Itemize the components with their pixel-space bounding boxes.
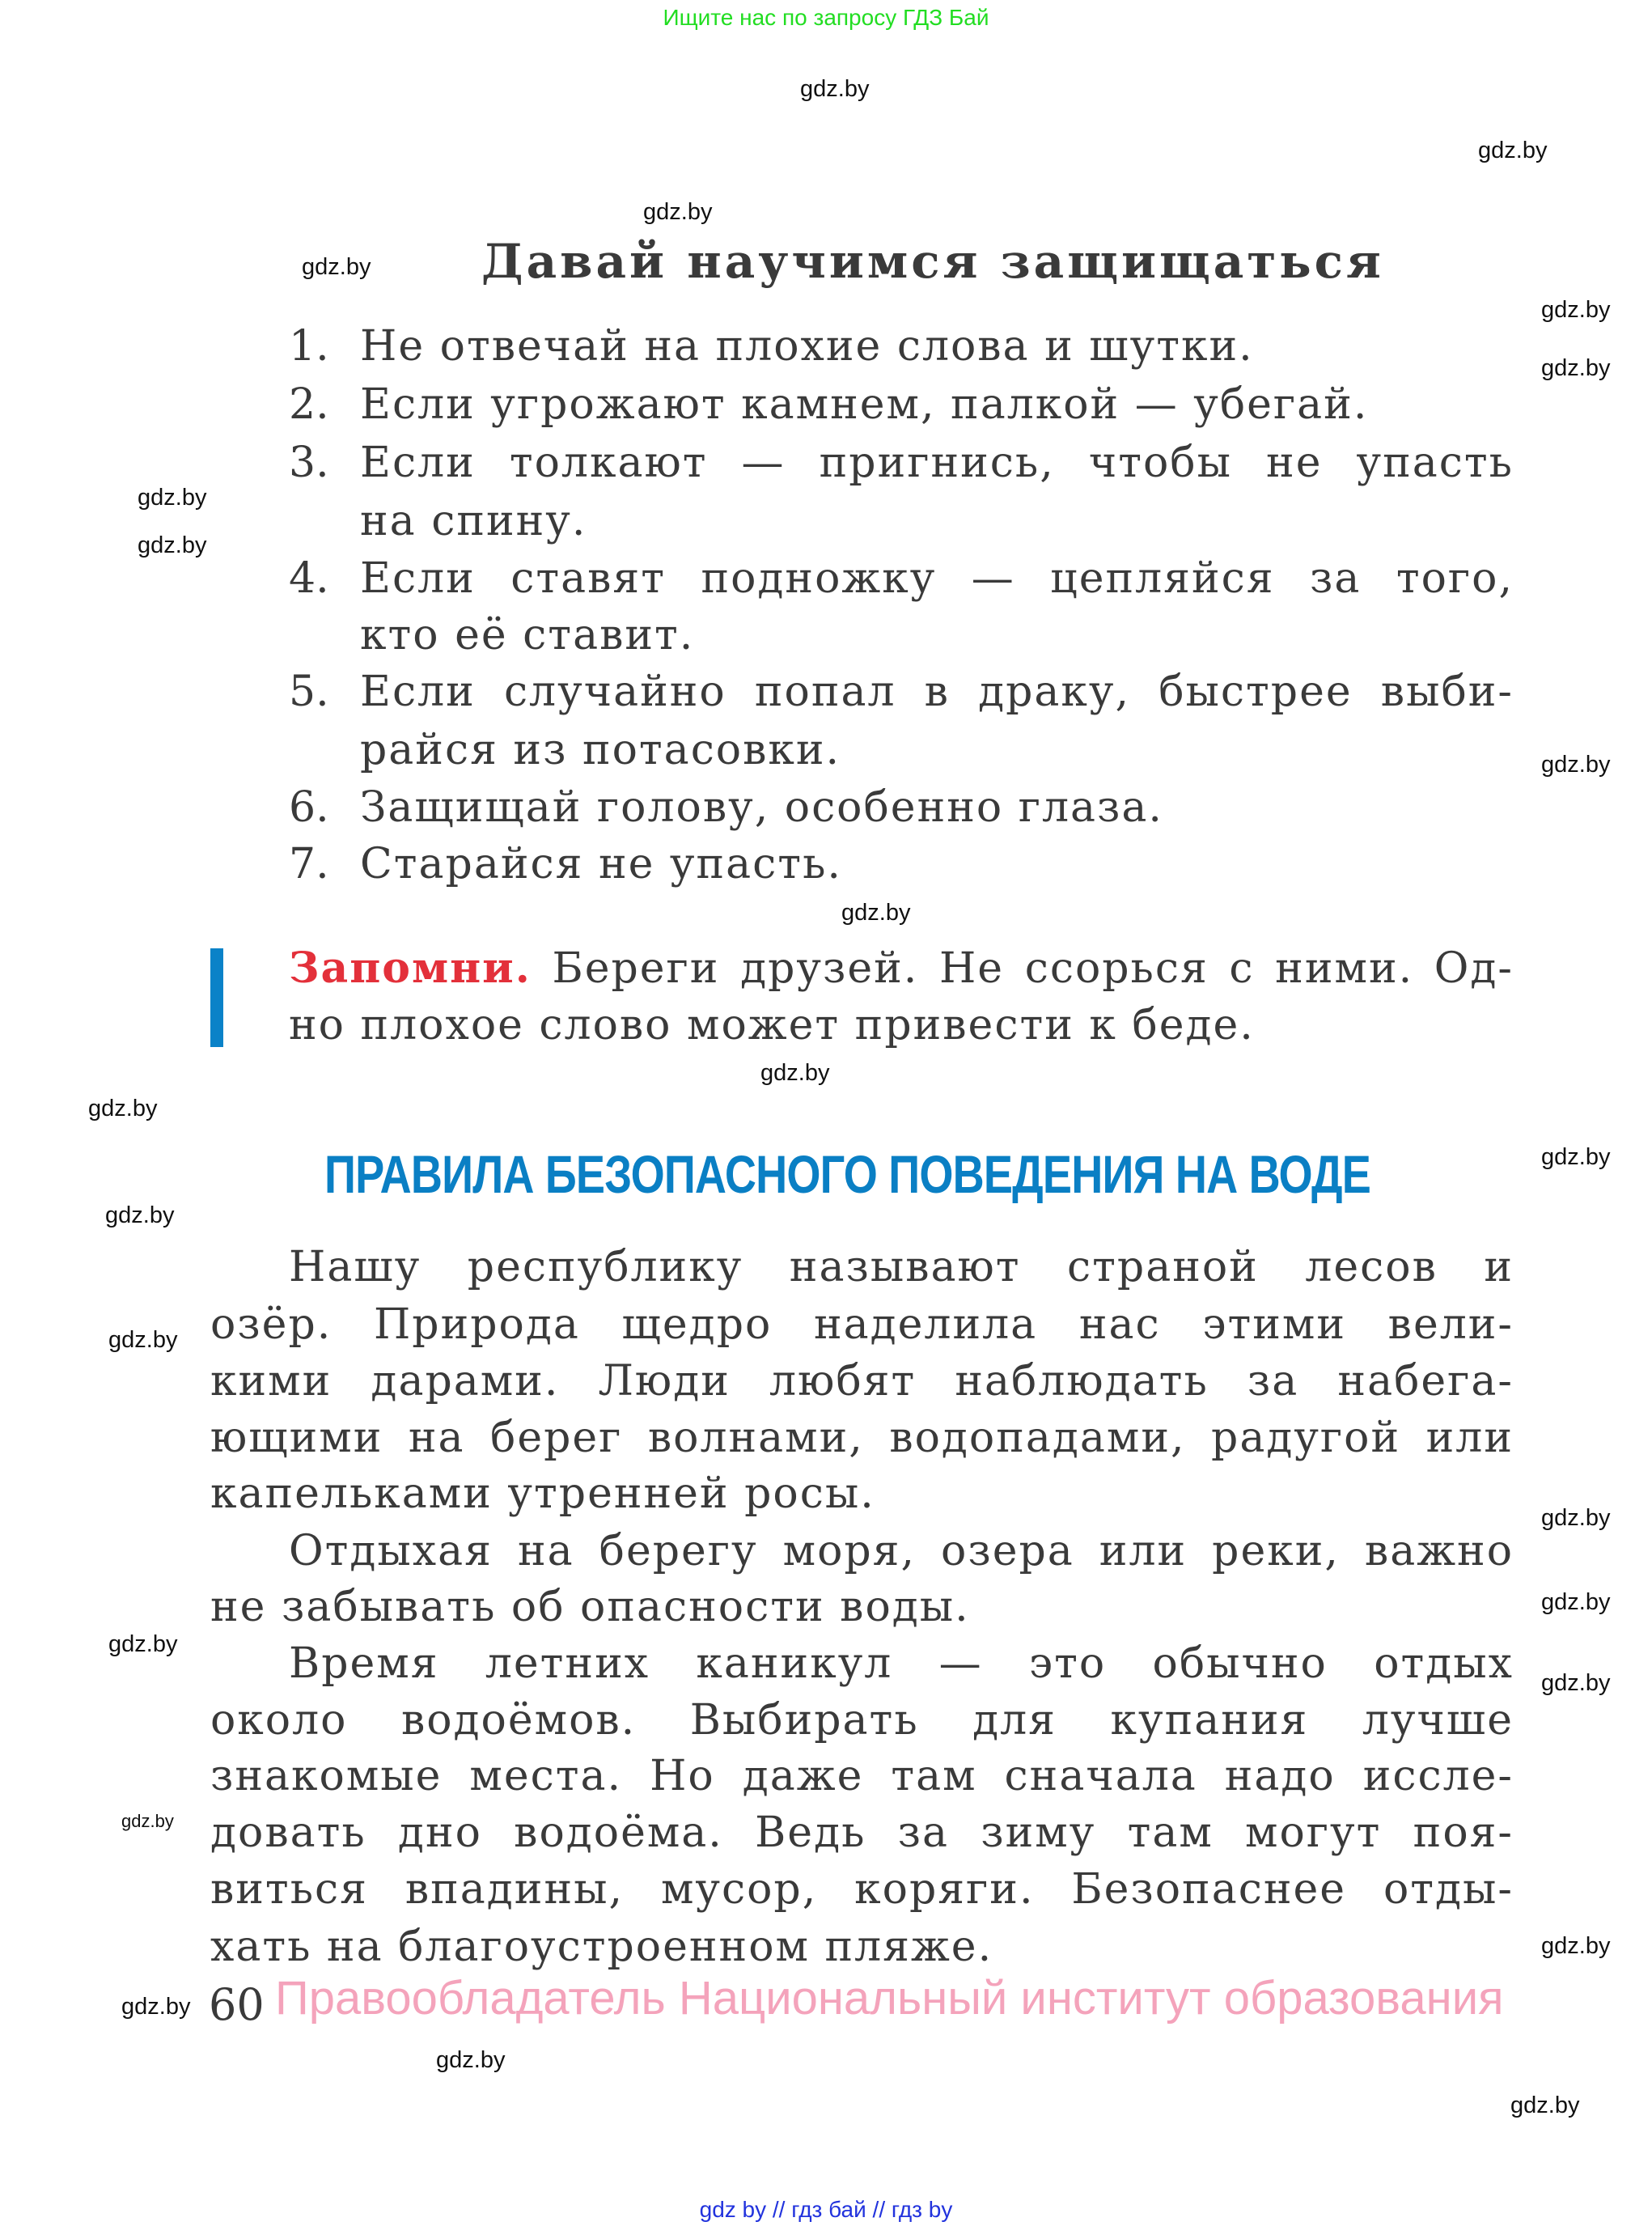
section-title: Давай научимся защищаться xyxy=(481,234,1384,289)
list-item: на спину. xyxy=(360,497,587,545)
paragraph-line: хать на благоустроенном пляже. xyxy=(210,1923,993,1971)
list-item: Если угрожают камнем, палкой — убегай. xyxy=(360,380,1369,429)
bottom-links[interactable]: gdz by // гдз бай // гдз by xyxy=(699,2197,953,2222)
list-item: Защищай голову, особенно глаза. xyxy=(360,783,1163,832)
list-number: 5. xyxy=(289,668,329,716)
watermark: gdz.by xyxy=(760,1060,830,1086)
list-item: Не отвечай на плохие слова и шутки. xyxy=(360,322,1254,371)
watermark: gdz.by xyxy=(105,1202,175,1228)
remember-accent-bar xyxy=(210,948,223,1047)
list-item: Если случайно попал в драку, быстрее выби- xyxy=(360,668,1514,716)
list-item: Если ставят подножку — цепляйся за того, xyxy=(360,554,1514,603)
paragraph-line: не забывать об опасности воды. xyxy=(210,1583,970,1631)
watermark: gdz.by xyxy=(108,1631,178,1657)
watermark: gdz.by xyxy=(121,1994,191,2020)
paragraph-line: Время летних каникул — это обычно отдых xyxy=(289,1639,1514,1688)
remember-label: Запомни. xyxy=(289,943,532,993)
list-number: 6. xyxy=(289,783,329,832)
watermark: gdz.by xyxy=(302,254,371,280)
watermark: gdz.by xyxy=(1541,752,1611,778)
watermark: gdz.by xyxy=(138,485,207,511)
watermark: gdz.by xyxy=(643,199,713,225)
watermark: gdz.by xyxy=(1541,355,1611,381)
watermark: gdz.by xyxy=(1541,1144,1611,1170)
paragraph-line: кими дарами. Люди любят наблюдать за набега- xyxy=(210,1357,1514,1406)
remember-line: но плохое слово может привести к беде. xyxy=(289,1001,1255,1049)
page-number: 60 xyxy=(209,1979,265,2030)
list-item: райся из потасовки. xyxy=(360,726,841,774)
paragraph-line: Нашу республику называют страной лесов и xyxy=(289,1243,1514,1291)
remember-text: Береги друзей. Не ссорься с ними. Од- xyxy=(531,944,1514,993)
watermark: gdz.by xyxy=(138,532,207,558)
watermark: gdz.by xyxy=(800,76,870,102)
list-item: Если толкают — пригнись, чтобы не упасть xyxy=(360,439,1514,487)
list-number: 4. xyxy=(289,554,329,603)
paragraph-line: довать дно водоёма. Ведь за зиму там могут поя- xyxy=(210,1808,1514,1857)
list-number: 2. xyxy=(289,380,329,429)
watermark: gdz.by xyxy=(88,1096,158,1121)
watermark: gdz.by xyxy=(121,1811,174,1831)
list-item: Старайся не упасть. xyxy=(360,840,842,888)
list-item: кто её ставит. xyxy=(360,611,695,659)
paragraph-line: озёр. Природа щедро наделила нас этими вели- xyxy=(210,1300,1514,1349)
paragraph-line: около водоёмов. Выбирать для купания лучше xyxy=(210,1696,1514,1745)
watermark: gdz.by xyxy=(1510,2092,1580,2118)
watermark: gdz.by xyxy=(1541,1505,1611,1531)
list-number: 7. xyxy=(289,840,329,888)
paragraph-line: ющими на берег волнами, водопадами, радугой или xyxy=(210,1414,1514,1462)
watermark: gdz.by xyxy=(108,1327,178,1353)
list-number: 1. xyxy=(289,322,329,371)
watermark: gdz.by xyxy=(436,2047,506,2073)
section-heading: ПРАВИЛА БЕЗОПАСНОГО ПОВЕДЕНИЯ НА ВОДЕ xyxy=(324,1144,1371,1204)
watermark: gdz.by xyxy=(1541,1589,1611,1615)
copyright-notice: Правообладатель Национальный институт образования xyxy=(275,1972,1504,2025)
paragraph-line: Отдыхая на берегу моря, озера или реки, важно xyxy=(289,1527,1514,1575)
list-number: 3. xyxy=(289,439,329,487)
watermark: gdz.by xyxy=(1541,1670,1611,1696)
remember-line xyxy=(289,940,1514,997)
paragraph-line: знакомые места. Но даже там сначала надо иссле- xyxy=(210,1752,1514,1800)
watermark: gdz.by xyxy=(1478,138,1548,163)
paragraph-line: капельками утренней росы. xyxy=(210,1469,875,1518)
watermark: gdz.by xyxy=(841,900,911,926)
search-banner[interactable]: Ищите нас по запросу ГДЗ Бай xyxy=(663,5,989,30)
watermark: gdz.by xyxy=(1541,297,1611,323)
paragraph-line: виться впадины, мусор, коряги. Безопаснее отды- xyxy=(210,1865,1514,1914)
watermark: gdz.by xyxy=(1541,1933,1611,1959)
